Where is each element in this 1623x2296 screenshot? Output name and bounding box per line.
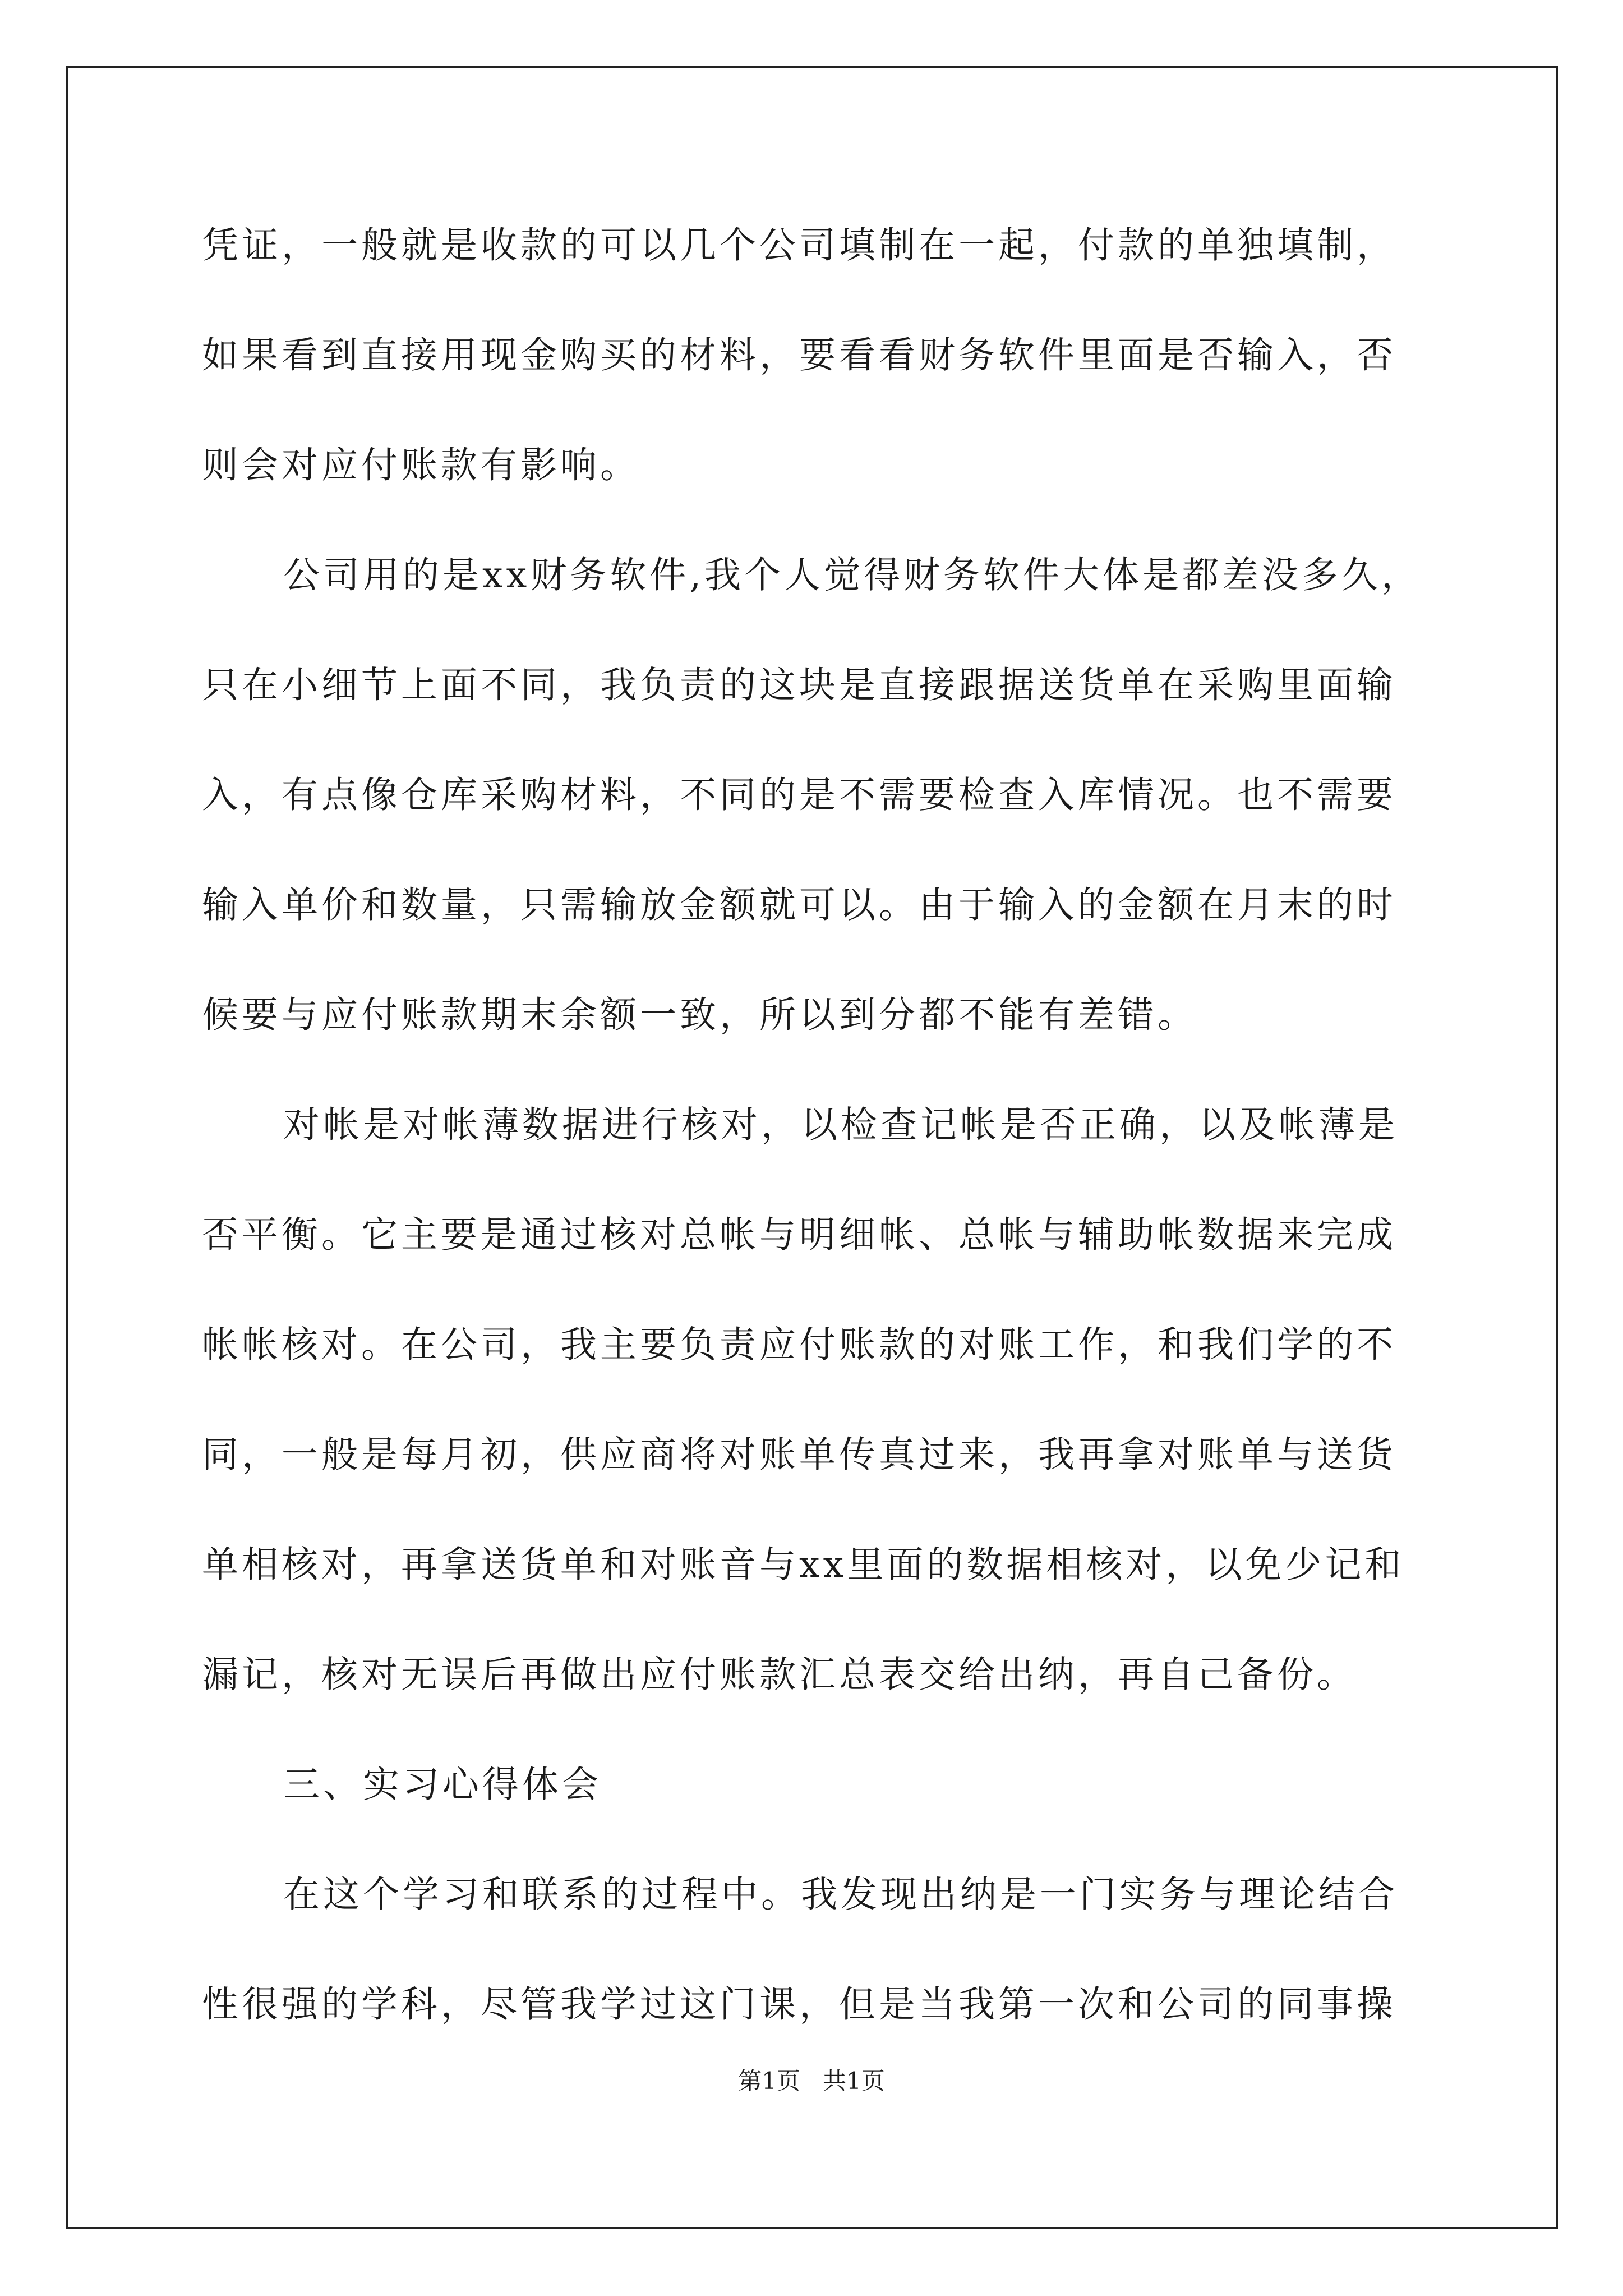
paragraph-start-line: 对帐是对帐薄数据进行核对，以检查记帐是否正确，以及帐薄是 <box>283 1104 1399 1146</box>
paragraph-start-line: 公司用的是xx财务软件,我个人觉得财务软件大体是都差没多久， <box>283 554 1421 596</box>
text-line: 凭证，一般就是收款的可以几个公司填制在一起，付款的单独填制， <box>202 224 1397 266</box>
text-line: 如果看到直接用现金购买的材料，要看看财务软件里面是否输入，否 <box>202 334 1397 376</box>
document-body <box>202 191 1430 2060</box>
page-footer: 第1页 共1页 <box>738 2067 885 2095</box>
text-line: 候要与应付账款期末余额一致，所以到分都不能有差错。 <box>202 994 1198 1036</box>
section-heading: 三、实习心得体会 <box>283 1764 602 1806</box>
text-line: 单相核对，再拿送货单和对账音与xx里面的数据相核对，以免少记和 <box>202 1544 1405 1586</box>
text-line: 入，有点像仓库采购材料，不同的是不需要检查入库情况。也不需要 <box>202 774 1397 816</box>
text-line: 帐帐核对。在公司，我主要负责应付账款的对账工作，和我们学的不 <box>202 1324 1397 1366</box>
text-line: 性很强的学科，尽管我学过这门课，但是当我第一次和公司的同事操 <box>202 1984 1397 2026</box>
paragraph-start-line: 在这个学习和联系的过程中。我发现出纳是一门实务与理论结合 <box>283 1874 1399 1916</box>
text-line: 则会对应付账款有影响。 <box>202 444 640 486</box>
text-line: 同，一般是每月初，供应商将对账单传真过来，我再拿对账单与送货 <box>202 1434 1397 1476</box>
text-line: 漏记，核对无误后再做出应付账款汇总表交给出纳，再自己备份。 <box>202 1654 1357 1696</box>
text-line: 输入单价和数量，只需输放金额就可以。由于输入的金额在月末的时 <box>202 884 1397 926</box>
text-line: 只在小细节上面不同，我负责的这块是直接跟据送货单在采购里面输 <box>202 664 1397 706</box>
text-line: 否平衡。它主要是通过核对总帐与明细帐、总帐与辅助帐数据来完成 <box>202 1214 1397 1256</box>
